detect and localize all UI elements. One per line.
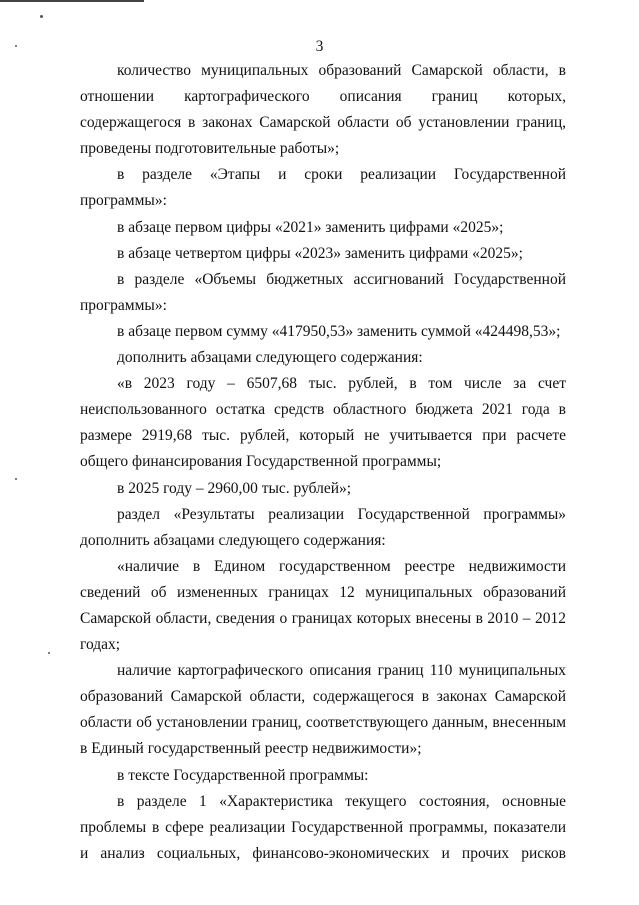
page-number: 3	[315, 38, 324, 55]
paragraph: в разделе 1 «Характеристика текущего состояния, основные проблемы в сфере реализации Государственной программы, показатели и анализ социальных, финансово-экономических и прочих рисков	[80, 792, 566, 862]
paragraph: в разделе «Объемы бюджетных ассигнований Государственной программы»:	[80, 270, 566, 314]
paragraph: в абзаце первом сумму «417950,53» заменить суммой «424498,53»;	[117, 322, 561, 340]
scan-speck	[15, 478, 17, 480]
paragraph: в абзаце четвертом цифры «2023» заменить цифрами «2025»;	[117, 244, 523, 262]
paragraph: в разделе «Этапы и сроки реализации Государственной программы»:	[80, 166, 566, 210]
paragraph: дополнить абзацами следующего содержания:	[117, 349, 423, 367]
scan-speck	[48, 652, 50, 654]
document-body	[80, 58, 566, 867]
paragraph: раздел «Результаты реализации Государственной программы» дополнить абзацами следующего содержания:	[80, 505, 566, 549]
scan-speck	[40, 15, 43, 18]
paragraph: в абзаце первом цифры «2021» заменить цифрами «2025»;	[117, 218, 504, 236]
paragraph: количество муниципальных образований Самарской области, в отношении картографического описания границ которых, содержащегося в законах Самарской области об установлении границ, проведены подготовительные работы»;	[80, 62, 566, 158]
paragraph: наличие картографического описания границ 110 муниципальных образований Самарской области, содержащегося в законах Самарской области об установлении границ, соответствующего данным, внесенным в Единый государственный реестр недвижимости»;	[80, 662, 566, 758]
paragraph: «наличие в Едином государственном реестре недвижимости сведений об измененных границах 12 муниципальных образований Самарской области, сведения о границах которых внесены в 2010 – 2012 годах;	[80, 557, 566, 654]
paragraph: в тексте Государственной программы:	[117, 766, 369, 784]
paragraph: в 2025 году – 2960,00 тыс. рублей»;	[117, 479, 352, 497]
top-edge-rule	[0, 0, 144, 2]
paragraph: «в 2023 году – 6507,68 тыс. рублей, в том числе за счет неиспользованного остатка средств областного бюджета 2021 года в размере 2919,68 тыс. рублей, который не учитывается при расчете общего финансирования Государственной программы;	[80, 375, 566, 471]
